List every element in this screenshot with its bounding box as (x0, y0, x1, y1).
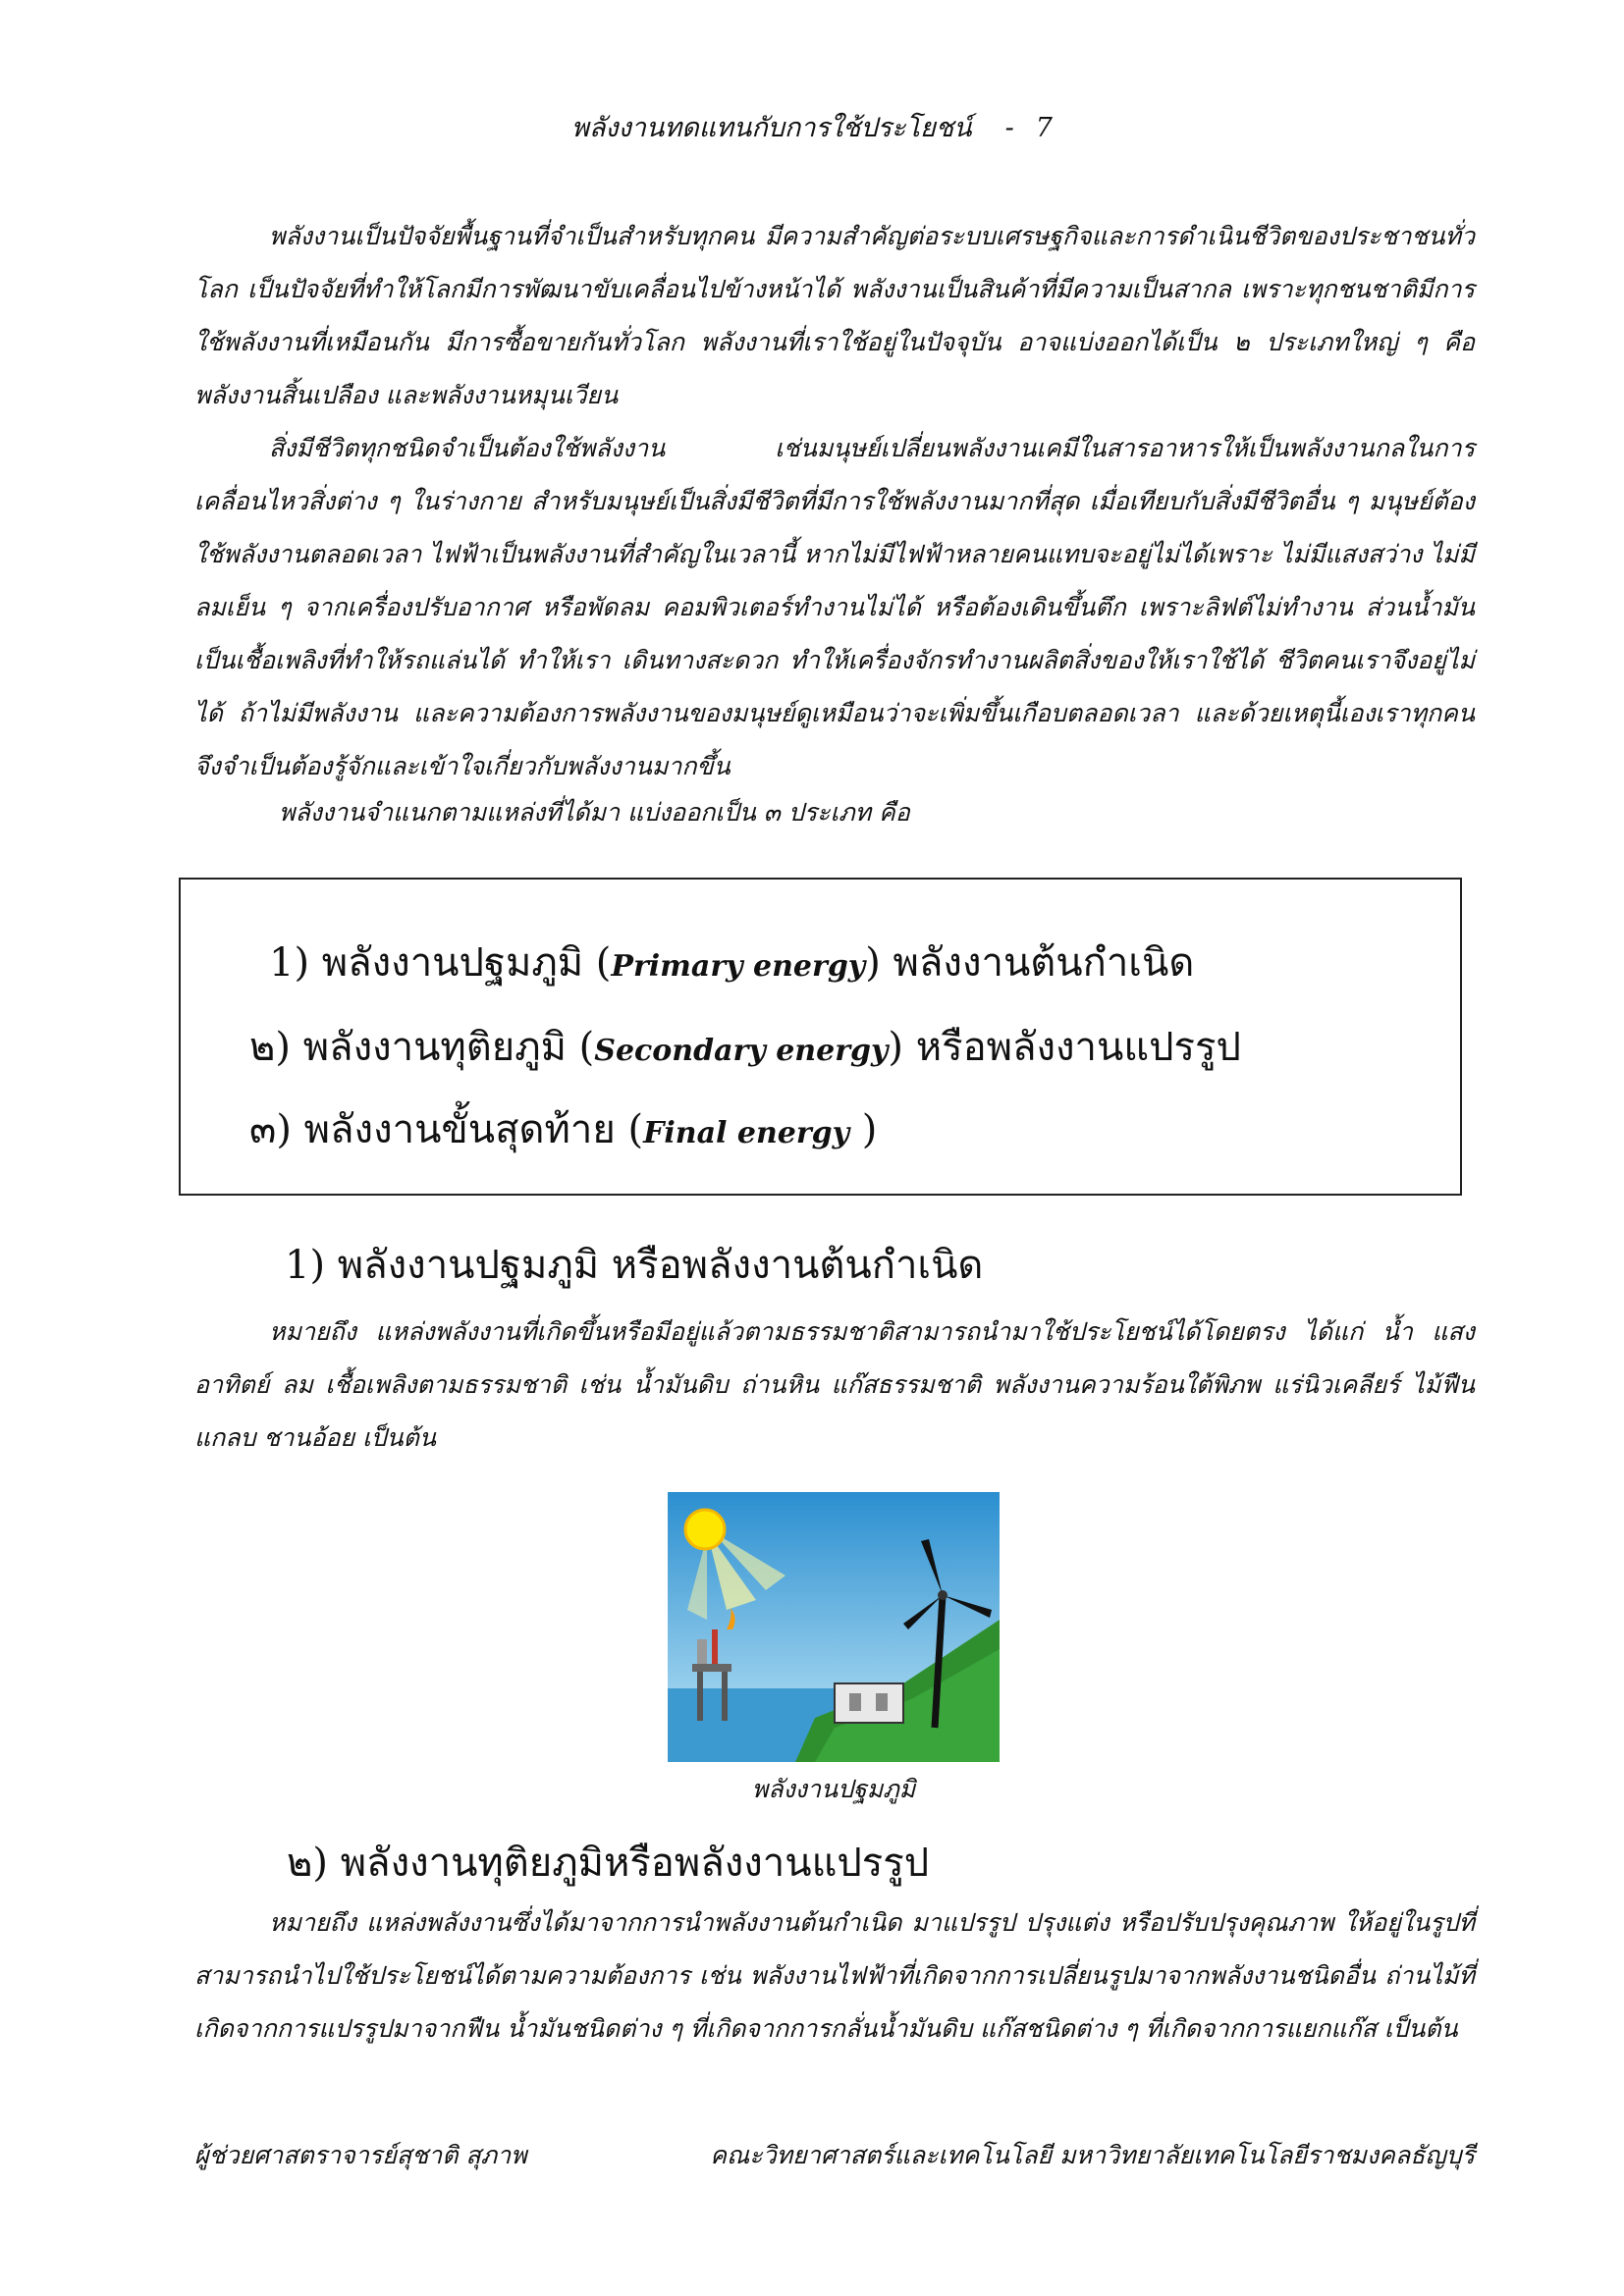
energy-type-final-thai: ๓) พลังงานขั้นสุดท้าย ( (249, 1107, 644, 1152)
intro-paragraph-2: สิ่งมีชีวิตทุกชนิดจำเป็นต้องใช้พลังงาน เช่นมนุษย์เปลี่ยนพลังงานเคมีในสารอาหารให้เป็นพลังงานกลในการเคลื่อนไหวสิ่งต่าง ๆ ในร่างกาย สำหรับมนุษย์เป็นสิ่งมีชีวิตที่มีการใช้พลังงานมากที่สุด เมื่อเทียบกับสิ่งมีชีวิตอื่น ๆ มนุษย์ต้องใช้พลังงานตลอดเวลา ไฟฟ้าเป็นพลังงานที่สำคัญในเวลานี้ หากไม่มีไฟฟ้าหลายคนแทบจะอยู่ไม่ได้เพราะ ไม่มีแสงสว่าง ไม่มีลมเย็น ๆ จากเครื่องปรับอากาศ หรือพัดลม คอมพิวเตอร์ทำงานไม่ได้ หรือต้องเดินขึ้นตึก เพราะลิฟต์ไม่ทำงาน ส่วนน้ำมันเป็นเชื้อเพลิงที่ทำให้รถแล่นได้ ทำให้เรา เดินทางสะดวก ทำให้เครื่องจักรทำงานผลิตสิ่งของให้เราใช้ได้ ชีวิตคนเราจึงอยู่ไม่ได้ ถ้าไม่มีพลังงาน และความต้องการพลังงานของมนุษย์ดูเหมือนว่าจะเพิ่มขึ้นเกือบตลอดเวลา และด้วยเหตุนี้เองเราทุกคนจึงจำเป็นต้องรู้จักและเข้าใจเกี่ยวกับพลังงานมากขึ้น (194, 434, 1475, 780)
classification-line: พลังงานจำแนกตามแหล่งที่ได้มา แบ่งออกเป็น ๓ ประเภท คือ (279, 798, 910, 827)
energy-type-primary-english: Primary energy (611, 949, 866, 984)
energy-type-primary (269, 931, 1194, 993)
footer-author: ผู้ช่วยศาสตราจารย์สุชาติ สุภาพ (194, 2141, 527, 2169)
intro-text (194, 210, 1475, 793)
energy-type-final-english: Final energy (643, 1116, 850, 1150)
intro-paragraph-1: พลังงานเป็นปัจจัยพื้นฐานที่จำเป็นสำหรับทุกคน มีความสำคัญต่อระบบเศรษฐกิจและการดำเนินชีวิตของประชาชนทั่วโลก เป็นปัจจัยที่ทำให้โลกมีการพัฒนาขับเคลื่อนไปข้างหน้าได้ พลังงานเป็นสินค้าที่มีความเป็นสากล เพราะทุกชนชาติมีการใช้พลังงานที่เหมือนกัน มีการซื้อขายกันทั่วโลก พลังงานที่เราใช้อยู่ในปัจจุบัน อาจแบ่งออกได้เป็น ๒ ประเภทใหญ่ ๆ คือ พลังงานสิ้นเปลือง และพลังงานหมุนเวียน (194, 222, 1475, 409)
energy-type-final-suffix: ) (849, 1107, 878, 1152)
section-1-heading: 1) พลังงานปฐมภูมิ หรือพลังงานต้นกำเนิด (285, 1243, 984, 1288)
page-header (0, 106, 1624, 148)
energy-type-secondary-suffix: ) หรือพลังงานแปรรูป (888, 1025, 1241, 1070)
header-title: พลังงานทดแทนกับการใช้ประโยชน์ (571, 113, 972, 143)
section-1-paragraph: หมายถึง แหล่งพลังงานที่เกิดขึ้นหรือมีอยู่แล้วตามธรรมชาติสามารถนำมาใช้ประโยชน์ได้โดยตรง ได้แก่ น้ำ แสงอาทิตย์ ลม เชื้อเพลิงตามธรรมชาติ เช่น น้ำมันดิบ ถ่านหิน แก๊สธรรมชาติ พลังงานความร้อนใต้พิภพ แร่นิวเคลียร์ ไม้ฟืน แกลบ ชานอ้อย เป็นต้น (194, 1317, 1475, 1452)
header-separator: - (1004, 113, 1014, 143)
primary-energy-illustration (668, 1492, 1000, 1762)
energy-type-final (249, 1097, 877, 1160)
energy-type-secondary (249, 1015, 1241, 1078)
section-2-paragraph: หมายถึง แหล่งพลังงานซึ่งได้มาจากการนำพลังงานต้นกำเนิด มาแปรรูป ปรุงแต่ง หรือปรับปรุงคุณภาพ ให้อยู่ในรูปที่สามารถนำไปใช้ประโยชน์ได้ตามความต้องการ เช่น พลังงานไฟฟ้าที่เกิดจากการเปลี่ยนรูปมาจากพลังงานชนิดอื่น ถ่านไม้ที่เกิดจากการแปรรูปมาจากฟืน น้ำมันชนิดต่าง ๆ ที่เกิดจากการกลั่นน้ำมันดิบ แก๊สชนิดต่าง ๆ ที่เกิดจากการแยกแก๊ส เป็นต้น (194, 1908, 1475, 2043)
section-2-heading: ๒) พลังงานทุติยภูมิหรือพลังงานแปรรูป (287, 1841, 930, 1886)
figure-caption: พลังงานปฐมภูมิ (751, 1775, 916, 1803)
section-1-text (194, 1306, 1475, 1465)
page-number: 7 (1035, 113, 1053, 143)
energy-type-primary-suffix: ) พลังงานต้นกำเนิด (865, 940, 1195, 986)
power-station (835, 1683, 903, 1723)
energy-type-primary-thai: 1) พลังงานปฐมภูมิ ( (269, 940, 612, 986)
energy-types-box (179, 878, 1462, 1196)
sun-icon (685, 1510, 725, 1549)
energy-type-secondary-thai: ๒) พลังงานทุติยภูมิ ( (249, 1025, 595, 1070)
footer-institution: คณะวิทยาศาสตร์และเทคโนโลยี มหาวิทยาลัยเทคโนโลยีราชมงคลธัญบุรี (710, 2141, 1475, 2169)
energy-type-secondary-english: Secondary energy (594, 1034, 889, 1068)
section-2-text (194, 1896, 1475, 2056)
